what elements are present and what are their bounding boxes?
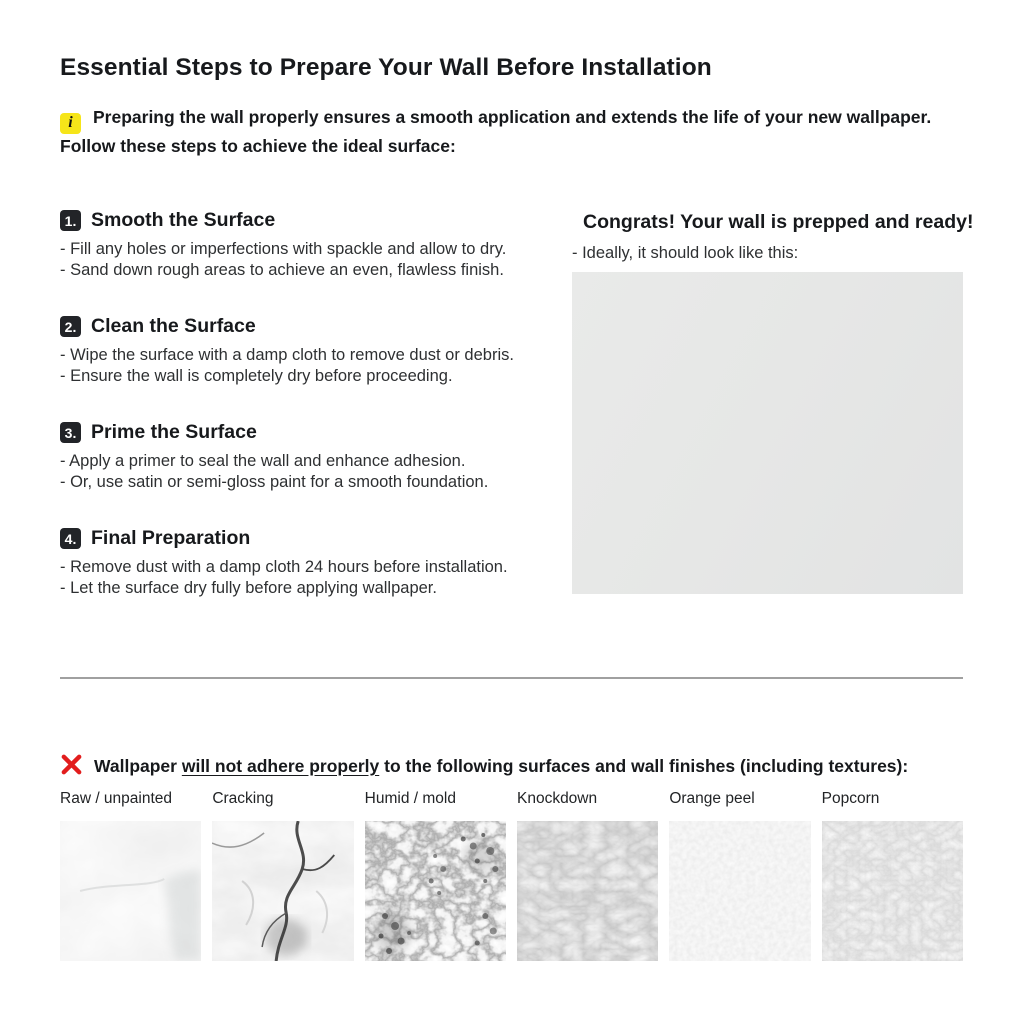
step-1-instruction: - Sand down rough areas to achieve an even, flawless finish. [60,260,504,279]
texture-raw-unpainted-image [60,821,201,961]
prepped-wall-photo [572,272,963,594]
success-title: Congrats! Your wall is prepped and ready! [583,210,974,233]
steps-list [60,209,540,633]
step-2-instruction: - Wipe the surface with a damp cloth to remove dust or debris. [60,346,514,364]
step-3-title: Prime the Surface [91,421,257,443]
texture-label: Cracking [212,790,274,807]
step-3-instruction: - Or, use satin or semi-gloss paint for a smooth foundation. [60,472,489,491]
texture-label: Orange peel [669,790,755,807]
texture-knockdown-image [517,821,658,961]
step-1-smooth [60,209,540,280]
texture-label: Humid / mold [364,790,456,807]
step-1-title: Smooth the Surface [91,209,276,231]
bad-surface-gallery [60,789,963,961]
texture-label: Popcorn [821,790,880,807]
texture-humid-mold-image [365,821,506,961]
step-3-instruction: - Apply a primer to seal the wall and enhance adhesion. [60,452,466,470]
texture-label: Raw / unpainted [60,790,173,807]
step-4-title: Final Preparation [91,527,251,549]
step-4-instruction: - Remove dust with a damp cloth 24 hours before installation. [60,558,508,576]
info-icon: i [60,113,81,134]
step-4-instruction: - Let the surface dry fully before applying wallpaper. [60,578,437,597]
success-panel [572,209,972,594]
step-2-clean [60,315,540,386]
warning-note [60,753,970,778]
texture-cracking [212,789,353,961]
texture-knockdown [517,789,658,961]
intro-note [60,105,968,158]
warning-emphasis: will not adhere properly [181,756,380,776]
warning-suffix: to the following surfaces and wall finishes (including textures): [379,756,909,776]
texture-orange-peel [669,789,810,961]
step-3-prime [60,421,540,492]
step-4-number-badge: 4. [60,528,81,549]
texture-cracking-image [212,821,353,961]
step-3-number-badge: 3. [60,422,81,443]
step-1-number-badge: 1. [60,210,81,231]
intro-line-2: Follow these steps to achieve the ideal surface: [60,135,456,156]
step-2-instruction: - Ensure the wall is completely dry before proceeding. [60,366,453,385]
texture-popcorn-image [822,821,963,961]
page-title: Essential Steps to Prepare Your Wall Before Installation [60,54,712,81]
step-1-instruction: - Fill any holes or imperfections with spackle and allow to dry. [60,240,507,258]
success-subtitle: - Ideally, it should look like this: [572,244,799,262]
texture-raw-unpainted [60,789,201,961]
texture-orange-peel-image [669,821,810,961]
texture-humid-mold [365,789,506,961]
intro-line-1: Preparing the wall properly ensures a smooth application and extends the life of your new wallpaper. [93,107,932,127]
warning-prefix: Wallpaper [94,756,182,776]
texture-popcorn [822,789,963,961]
texture-label: Knockdown [516,790,598,807]
section-divider [60,677,963,679]
step-2-number-badge: 2. [60,316,81,337]
step-4-final [60,527,540,598]
step-2-title: Clean the Surface [91,315,256,337]
x-cross-icon [60,753,83,776]
